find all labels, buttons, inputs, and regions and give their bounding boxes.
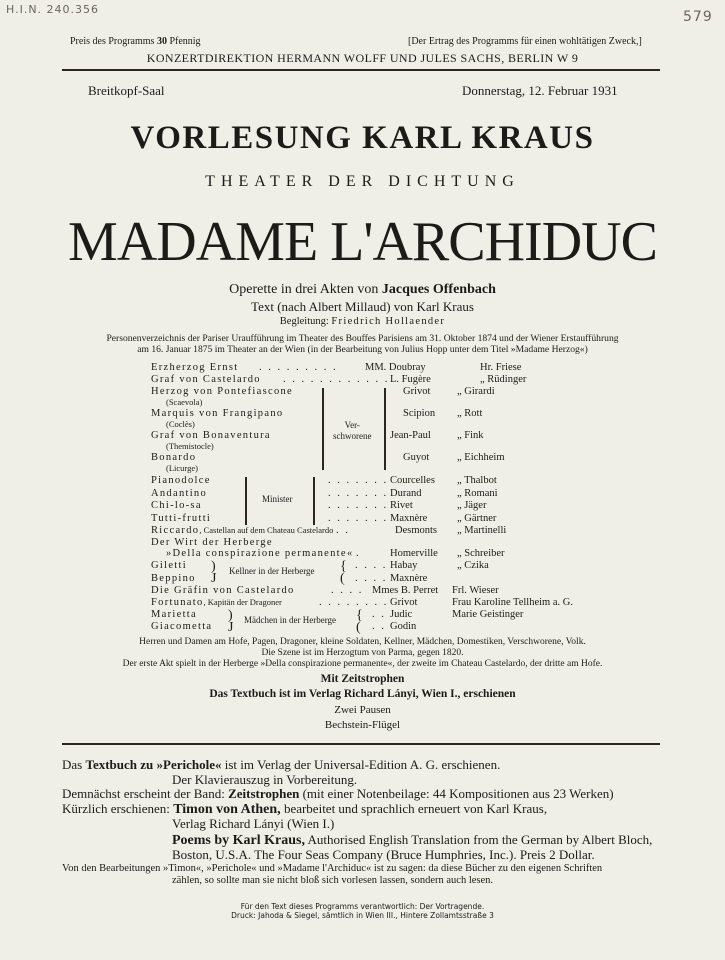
cast-vienna: Frl. Wieser <box>452 585 499 596</box>
cast-note: (Licurge) <box>166 463 198 473</box>
cast-vienna: „ Schreiber <box>457 548 505 559</box>
cast-paris: Rivet <box>390 500 413 511</box>
ad-poems: Poems by Karl Kraus, Authorised English Translation from the German by Albert Bloch, <box>172 832 653 848</box>
leader-dots: . . . . . . . <box>328 475 389 486</box>
imprint-printer: Druck: Jahoda & Siegel, sämtlich in Wien III., Hintere Zollamtsstraße 3 <box>231 911 494 920</box>
bracket-line <box>313 477 315 525</box>
cast-vienna: „ Romani <box>457 488 498 499</box>
cast-paris: MM. Doubray <box>365 362 426 373</box>
bracket-line <box>384 388 386 470</box>
cast-paris: Jean-Paul <box>390 430 431 441</box>
cast-paris: Grivot <box>403 386 431 397</box>
cast-note: (Scaevola) <box>166 397 203 407</box>
cast-role: Graf von Castelardo <box>151 374 261 385</box>
leader-dots: . . . . <box>355 560 388 571</box>
ad-timon: Kürzlich erschienen: Timon von Athen, bearbeitet und sprachlich erneuert von Karl Kraus, <box>62 801 548 817</box>
cast-paris: Homerville <box>390 548 438 559</box>
scene-line: Die Szene ist im Herzogtum von Parma, gegen 1820. <box>261 648 464 658</box>
cast-role: Giletti <box>151 560 187 571</box>
series-title: THEATER DER DICHTUNG <box>205 173 520 190</box>
ad-lanyi: Verlag Richard Lányi (Wien I.) <box>172 816 335 831</box>
extras-line: Herren und Damen am Hofe, Pagen, Dragoner, kleine Soldaten, Kellner, Mädchen, Domestiken, Verschworene, Volk. <box>139 637 586 647</box>
cast-vienna: „ Czika <box>457 560 489 571</box>
cast-role: Marietta <box>151 609 197 620</box>
ad-four-seas: Boston, U.S.A. The Four Seas Company (Bruce Humphries, Inc.). Preis 2 Dollar. <box>172 847 595 862</box>
cast-paris: Habay <box>390 560 418 571</box>
page-title: VORLESUNG KARL KRAUS <box>130 120 595 156</box>
archive-signature: H.I.N. 240.356 <box>6 3 100 16</box>
ad-zeitstrophen: Demnächst erscheint der Band: Zeitstrophen (mit einer Notenbeilage: 44 Kompositionen aus 23 Werken) <box>62 786 614 801</box>
work-title: MADAME L'ARCHIDUC <box>68 211 657 273</box>
middle-rule <box>62 743 660 745</box>
cast-vienna: „ Gärtner <box>457 513 497 524</box>
acts-line: Der erste Akt spielt in der Herberge »Della conspirazione permanente«, der zweite im Chateau Castelardo, der dritte am Hofe. <box>122 659 603 669</box>
cast-paris: Grivot <box>390 597 418 608</box>
leader-dots: . . <box>372 621 386 632</box>
cast-paris: Guyot <box>403 452 430 463</box>
cast-role: Erzherzog Ernst <box>151 362 239 373</box>
cast-vienna: „ Eichheim <box>457 452 505 463</box>
ad-bearbeitungen-2: zählen, so sollte man sie nicht bloß sich vorlesen lassen, sondern auch lesen. <box>172 875 494 886</box>
group-conspirators: Ver- schworene <box>333 420 372 441</box>
cast-paris: Courcelles <box>390 475 435 486</box>
cast-intro-1: Personenverzeichnis der Pariser Uraufführung im Theater des Bouffes Parisiens am 31. Oktober 1874 und der Wiener Erstaufführung <box>106 333 619 344</box>
venue: Breitkopf-Saal <box>88 83 165 98</box>
cast-paris: Mmes B. Perret <box>372 585 439 596</box>
cast-paris: Maxnère <box>390 513 428 524</box>
cast-role: Giacometta <box>151 621 213 632</box>
bracket-line <box>245 477 247 525</box>
cast-vienna: „ Rott <box>457 408 483 419</box>
text-credit: Text (nach Albert Millaud) von Karl Kraus <box>251 299 474 314</box>
cast-role-line: Riccardo, Castellan auf dem Chateau Castelardo . . <box>151 525 350 536</box>
cast-note: (Coclès) <box>166 419 195 429</box>
textbuch-note: Das Textbuch ist im Verlag Richard Lányi, Wien I., erschienen <box>209 688 516 700</box>
fluegel-note: Bechstein-Flügel <box>324 719 401 731</box>
group-ministers: Minister <box>262 494 293 504</box>
brace-right: ) J <box>228 608 234 635</box>
leader-dots: . . . . . . . . . <box>259 362 338 373</box>
cast-role: Marquis von Frangipano <box>151 408 284 419</box>
ad-bearbeitungen: Von den Bearbeitungen »Timon«, »Perichole« und »Madame l'Archiduc« ist zu sagen: da diese Bücher zu den eigenen Schriften <box>62 863 603 874</box>
ad-perichole: Das Textbuch zu »Perichole« ist im Verlag der Universal-Edition A. G. erschienen. <box>62 757 501 772</box>
leader-dots: . . . . . . . <box>328 488 389 499</box>
pausen-note: Zwei Pausen <box>334 704 391 716</box>
cast-role: Tutti-frutti <box>151 513 212 524</box>
cast-vienna: „ Fink <box>457 430 484 441</box>
cast-role-line: Fortunato, Kapitän der Dragoner <box>151 597 282 608</box>
page-number: 579 <box>683 9 713 25</box>
cast-intro-2: am 16. Januar 1875 im Theater an der Wien (in der Bearbeitung von Julius Hopp unter dem Titel »Madame Herzog«) <box>137 344 588 355</box>
cast-paris: Judic <box>390 609 413 620</box>
cast-vienna: „ Girardi <box>457 386 495 397</box>
agency-name: KONZERTDIREKTION HERMANN WOLFF UND JULES SACHS, BERLIN W 9 <box>146 51 579 65</box>
leader-dots: . . . . . . . . . . . . <box>283 374 390 385</box>
cast-role: Graf von Bonaventura <box>151 430 271 441</box>
cast-note: (Themistocle) <box>166 441 214 451</box>
cast-role-line: »Della conspirazione permanente« . <box>166 548 361 559</box>
cast-paris: Godin <box>390 621 417 632</box>
event-date: Donnerstag, 12. Februar 1931 <box>462 83 618 98</box>
cast-vienna: Marie Geistinger <box>452 609 524 620</box>
cast-role: Bonardo <box>151 452 197 463</box>
leader-dots: . . . . . . . . <box>319 597 389 608</box>
charity-note: [Der Ertrag des Programms für einen wohltätigen Zweck,] <box>408 36 642 47</box>
leader-dots: . . . . . . . <box>328 513 389 524</box>
cast-vienna: Frau Karoline Tellheim a. G. <box>452 597 573 608</box>
zeitstrophen-note: Mit Zeitstrophen <box>320 673 405 685</box>
imprint-responsible: Für den Text dieses Programms verantwortlich: Der Vortragende. <box>240 902 485 911</box>
group-girls: Mädchen in der Herberge <box>244 615 337 625</box>
leader-dots: . . . . <box>355 573 388 584</box>
cast-paris: L. Fugère <box>390 374 431 385</box>
brace-right: ) J <box>211 559 217 586</box>
cast-role: Pianodolce <box>151 475 211 486</box>
cast-role: Die Gräfin von Castelardo <box>151 585 295 596</box>
leader-dots: . . . . . . . <box>328 500 389 511</box>
group-waiters: Kellner in der Herberge <box>229 566 315 576</box>
cast-vienna: „ Rüdinger <box>480 374 527 385</box>
operetta-line: Operette in drei Akten von Jacques Offenbach <box>229 282 496 297</box>
ad-klavierauszug: Der Klavierauszug in Vorbereitung. <box>172 772 358 787</box>
brace-left: { ( <box>340 559 347 586</box>
cast-vienna: „ Jäger <box>457 500 487 511</box>
price-line: Preis des Programms 30 Pfennig <box>70 36 201 47</box>
top-rule <box>62 69 660 71</box>
cast-role: Der Wirt der Herberge <box>151 537 273 548</box>
brace-left: { ( <box>356 608 363 635</box>
cast-paris: Desmonts <box>395 525 437 536</box>
bracket-line <box>322 388 324 470</box>
cast-vienna: „ Martinelli <box>457 525 507 536</box>
cast-paris: Durand <box>390 488 422 499</box>
accompaniment-line: Begleitung: Friedrich Hollaender <box>279 316 446 327</box>
cast-role: Herzog von Pontefiascone <box>151 386 293 397</box>
cast-role: Beppino <box>151 573 196 584</box>
cast-paris: Scipion <box>403 408 436 419</box>
leader-dots: . . <box>372 609 386 620</box>
cast-vienna: Hr. Friese <box>480 362 522 373</box>
cast-role: Andantino <box>151 488 208 499</box>
cast-paris: Maxnère <box>390 573 428 584</box>
cast-vienna: „ Thalbot <box>457 475 497 486</box>
cast-role: Chi-lo-sa <box>151 500 202 511</box>
leader-dots: . . . . <box>331 585 364 596</box>
